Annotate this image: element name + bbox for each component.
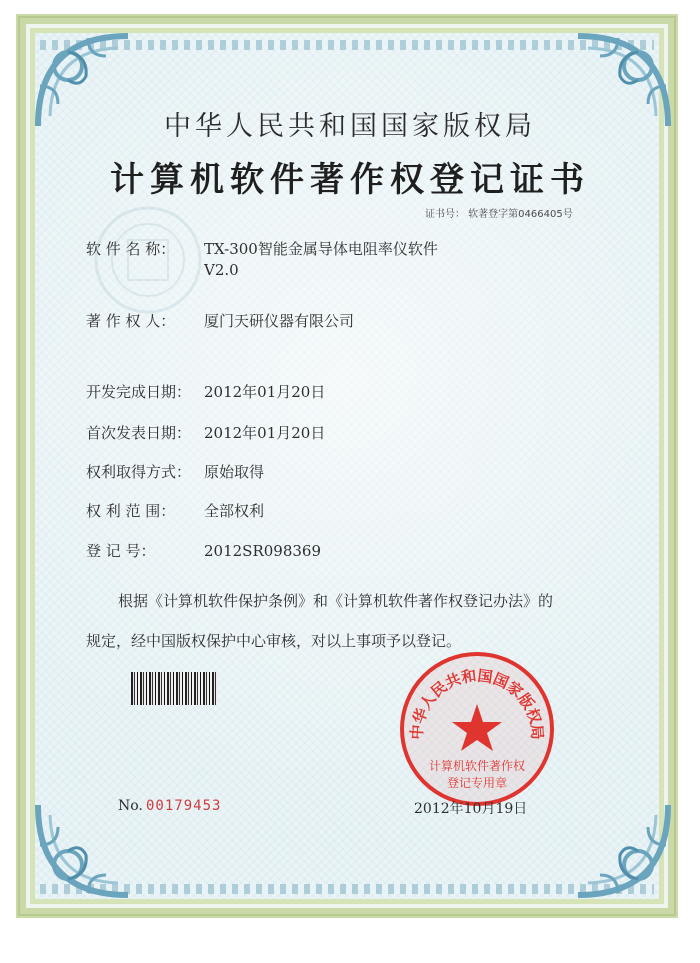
- body-text-line-2: 规定，经中国版权保护中心审核，对以上事项予以登记。: [86, 632, 462, 650]
- issue-date: 2012年10月19日: [414, 801, 528, 817]
- certificate-number: 证书号： 软著登字第0466405号: [425, 209, 573, 220]
- field-value: 2012年01月20日: [204, 424, 326, 442]
- serial-number-label: No.: [118, 798, 143, 814]
- serial-number-value: 00179453: [146, 798, 222, 814]
- field-rights-scope: [86, 500, 264, 521]
- issuing-organization: 中华人民共和国国家版权局: [164, 111, 536, 142]
- barcode-icon: [131, 672, 218, 705]
- field-software-name: [86, 238, 438, 279]
- field-label: 权利取得方式：: [86, 463, 192, 481]
- certificate-title: 计算机软件著作权登记证书: [110, 160, 590, 200]
- corner-ornament-icon: [568, 795, 678, 905]
- field-value: 2012年01月20日: [204, 383, 326, 401]
- field-registration-number: [86, 540, 321, 561]
- seal-outer-text: 中华人民共和国国家版权局: [407, 666, 547, 741]
- field-label: 权 利 范 围：: [86, 502, 176, 520]
- field-publication-date: [86, 422, 325, 443]
- field-label: 软 件 名 称：: [86, 240, 176, 258]
- field-value: 2012SR098369: [204, 542, 322, 560]
- official-seal-icon: [398, 650, 556, 808]
- field-label: 登 记 号：: [86, 542, 156, 560]
- field-value: TX-300智能金属导体电阻率仪软件: [204, 240, 438, 258]
- seal-inner-line-1: 计算机软件著作权: [428, 759, 526, 773]
- field-completion-date: [86, 381, 325, 402]
- body-text-line-1: 根据《计算机软件保护条例》和《计算机软件著作权登记办法》的: [118, 592, 554, 610]
- field-value: 全部权利: [204, 502, 265, 520]
- field-copyright-owner: [86, 310, 354, 331]
- field-label: 首次发表日期：: [86, 424, 192, 442]
- field-label: 著 作 权 人：: [86, 312, 176, 330]
- field-value: 原始取得: [204, 463, 265, 481]
- field-value-line2: V2.0: [204, 261, 239, 279]
- field-label: 开发完成日期：: [86, 383, 192, 401]
- field-acquisition-method: [86, 461, 264, 482]
- seal-inner-line-2: 登记专用章: [446, 776, 508, 790]
- field-value: 厦门天研仪器有限公司: [204, 312, 355, 330]
